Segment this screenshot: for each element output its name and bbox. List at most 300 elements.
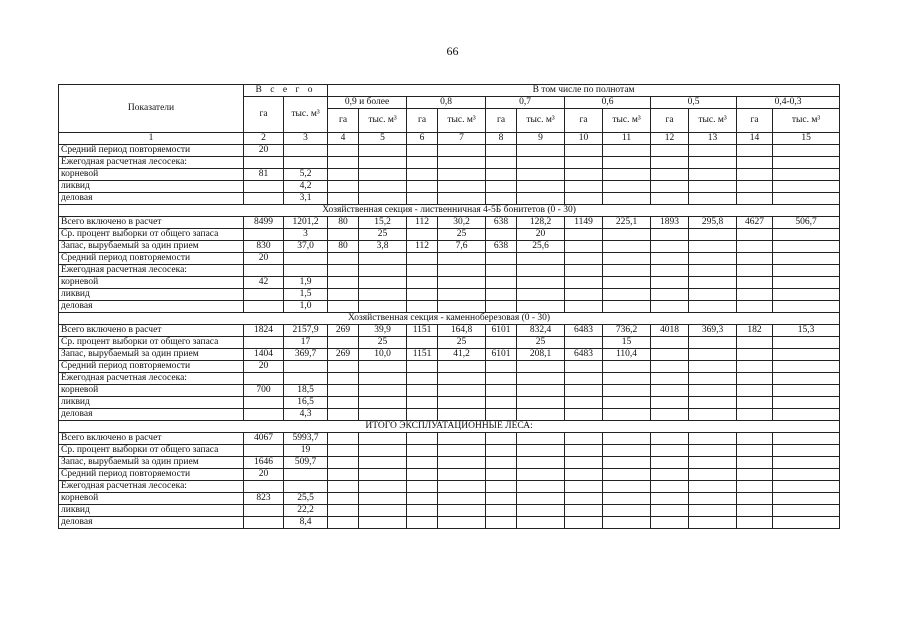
table-cell	[438, 505, 486, 517]
table-cell	[486, 157, 517, 169]
table-cell: 15	[603, 337, 651, 349]
table-cell	[651, 265, 689, 277]
table-cell	[407, 253, 438, 265]
table-cell	[603, 361, 651, 373]
table-row	[59, 277, 840, 289]
column-index: 7	[438, 133, 486, 145]
table-cell	[407, 169, 438, 181]
table-cell	[651, 517, 689, 529]
table-cell	[438, 373, 486, 385]
table-cell	[689, 361, 737, 373]
table-cell	[407, 457, 438, 469]
table-cell	[328, 145, 359, 157]
table-cell	[407, 469, 438, 481]
table-row	[59, 481, 840, 493]
table-cell	[603, 505, 651, 517]
table-cell	[359, 181, 407, 193]
table-cell	[517, 181, 565, 193]
table-cell	[737, 145, 773, 157]
table-row	[59, 289, 840, 301]
table-row	[59, 517, 840, 529]
table-cell: 15,3	[773, 325, 840, 337]
table-cell	[359, 445, 407, 457]
table-cell	[359, 145, 407, 157]
table-cell	[517, 385, 565, 397]
table-row	[59, 181, 840, 193]
ha-subheader: га	[328, 109, 359, 133]
table-cell: 1201,2	[284, 217, 328, 229]
table-cell	[328, 469, 359, 481]
table-cell	[773, 517, 840, 529]
section-title: Хозяйственная секция - лиственничная 4-5Б бонитетов (0 - 30)	[59, 205, 840, 217]
table-cell	[737, 433, 773, 445]
table-cell	[773, 301, 840, 313]
table-cell	[438, 457, 486, 469]
table-cell	[284, 481, 328, 493]
table-cell	[328, 301, 359, 313]
row-label: корневой	[59, 169, 244, 181]
row-label: Запас, вырубаемый за один прием	[59, 349, 244, 361]
table-cell	[244, 289, 284, 301]
table-cell	[603, 397, 651, 409]
column-index: 9	[517, 133, 565, 145]
table-cell	[517, 409, 565, 421]
table-cell: 208,1	[517, 349, 565, 361]
table-cell	[486, 517, 517, 529]
row-label: Всего включено в расчет	[59, 325, 244, 337]
table-cell	[689, 505, 737, 517]
table-cell	[689, 289, 737, 301]
table-cell	[651, 145, 689, 157]
table-cell	[651, 361, 689, 373]
table-cell	[328, 493, 359, 505]
table-cell	[603, 169, 651, 181]
table-cell	[651, 241, 689, 253]
table-cell	[359, 385, 407, 397]
table-cell	[565, 265, 603, 277]
table-cell	[486, 385, 517, 397]
table-cell	[407, 433, 438, 445]
table-cell	[244, 193, 284, 205]
table-cell	[603, 277, 651, 289]
table-cell: 4,2	[284, 181, 328, 193]
table-cell	[689, 481, 737, 493]
table-cell	[328, 229, 359, 241]
table-cell	[486, 361, 517, 373]
table-cell	[284, 157, 328, 169]
table-cell	[359, 361, 407, 373]
row-label: Всего включено в расчет	[59, 433, 244, 445]
table-cell	[773, 361, 840, 373]
table-cell: 4067	[244, 433, 284, 445]
table-cell	[359, 517, 407, 529]
table-cell	[407, 505, 438, 517]
table-cell	[737, 409, 773, 421]
table-cell	[603, 517, 651, 529]
table-cell	[773, 457, 840, 469]
table-cell	[328, 409, 359, 421]
table-cell: 42	[244, 277, 284, 289]
table-cell	[565, 169, 603, 181]
table-cell	[689, 145, 737, 157]
table-cell: 3,8	[359, 241, 407, 253]
table-cell	[737, 337, 773, 349]
table-cell	[359, 289, 407, 301]
table-cell: 128,2	[517, 217, 565, 229]
table-cell	[517, 517, 565, 529]
table-cell	[438, 445, 486, 457]
table-cell	[737, 181, 773, 193]
table-cell	[328, 193, 359, 205]
table-cell	[651, 181, 689, 193]
table-cell	[565, 469, 603, 481]
table-cell	[603, 301, 651, 313]
section-title: ИТОГО ЭКСПЛУАТАЦИОННЫЕ ЛЕСА:	[59, 421, 840, 433]
table-cell: 22,2	[284, 505, 328, 517]
table-cell: 112	[407, 217, 438, 229]
row-label: Ср. процент выборки от общего запаса	[59, 337, 244, 349]
table-cell	[407, 481, 438, 493]
column-index: 5	[359, 133, 407, 145]
table-cell	[773, 265, 840, 277]
table-cell	[407, 361, 438, 373]
table-cell	[407, 277, 438, 289]
table-cell: 1824	[244, 325, 284, 337]
table-cell	[737, 397, 773, 409]
table-cell	[359, 253, 407, 265]
table-cell	[651, 409, 689, 421]
column-index: 14	[737, 133, 773, 145]
table-cell	[737, 241, 773, 253]
table-cell: 20	[244, 469, 284, 481]
table-cell	[565, 193, 603, 205]
total-volume-header: тыс. м³	[284, 97, 328, 133]
table-cell	[438, 265, 486, 277]
table-cell	[284, 253, 328, 265]
table-cell: 30,2	[438, 217, 486, 229]
table-cell	[359, 169, 407, 181]
table-cell	[603, 157, 651, 169]
table-cell	[486, 493, 517, 505]
table-cell	[737, 301, 773, 313]
table-cell	[773, 337, 840, 349]
column-index-row	[59, 133, 840, 145]
table-cell	[328, 373, 359, 385]
table-cell	[737, 169, 773, 181]
section-title: Хозяйственная секция - каменноберезовая (0 - 30)	[59, 313, 840, 325]
table-row	[59, 169, 840, 181]
table-cell	[651, 433, 689, 445]
table-cell	[517, 193, 565, 205]
table-cell	[328, 517, 359, 529]
table-cell	[517, 433, 565, 445]
table-cell	[689, 409, 737, 421]
row-label: Средний период повторяемости	[59, 469, 244, 481]
table-cell	[407, 145, 438, 157]
table-cell	[689, 517, 737, 529]
table-cell	[651, 373, 689, 385]
table-row	[59, 373, 840, 385]
table-cell: 41,2	[438, 349, 486, 361]
table-cell: 25	[438, 229, 486, 241]
table-cell	[565, 241, 603, 253]
table-cell	[328, 505, 359, 517]
table-cell	[565, 505, 603, 517]
table-cell	[244, 157, 284, 169]
table-cell	[328, 433, 359, 445]
column-index: 13	[689, 133, 737, 145]
table-cell	[486, 301, 517, 313]
row-label: Средний период повторяемости	[59, 361, 244, 373]
table-cell: 110,4	[603, 349, 651, 361]
table-row	[59, 325, 840, 337]
column-index: 4	[328, 133, 359, 145]
table-cell	[486, 481, 517, 493]
table-cell	[438, 397, 486, 409]
table-cell	[486, 181, 517, 193]
table-row	[59, 349, 840, 361]
row-label: Всего включено в расчет	[59, 217, 244, 229]
table-cell	[651, 337, 689, 349]
table-cell	[689, 229, 737, 241]
total-ha-header: га	[244, 97, 284, 133]
table-cell	[773, 289, 840, 301]
table-cell	[517, 397, 565, 409]
table-cell	[517, 289, 565, 301]
table-cell	[438, 433, 486, 445]
table-cell	[603, 265, 651, 277]
row-label: деловая	[59, 193, 244, 205]
table-cell	[773, 241, 840, 253]
table-cell	[407, 385, 438, 397]
table-cell	[244, 397, 284, 409]
row-label: Ежегодная расчетная лесосека:	[59, 157, 244, 169]
table-cell	[737, 505, 773, 517]
table-cell	[689, 349, 737, 361]
table-row	[59, 493, 840, 505]
table-cell	[438, 493, 486, 505]
row-label: корневой	[59, 493, 244, 505]
table-cell	[565, 433, 603, 445]
table-cell: 112	[407, 241, 438, 253]
table-cell	[773, 373, 840, 385]
table-cell	[603, 445, 651, 457]
row-label: Ср. процент выборки от общего запаса	[59, 445, 244, 457]
table-cell	[565, 337, 603, 349]
table-row	[59, 409, 840, 421]
table-cell	[565, 301, 603, 313]
table-cell: 3	[284, 229, 328, 241]
row-label: деловая	[59, 409, 244, 421]
table-cell	[773, 193, 840, 205]
table-cell	[486, 373, 517, 385]
table-cell	[651, 169, 689, 181]
table-cell	[737, 361, 773, 373]
table-cell	[773, 469, 840, 481]
table-cell	[486, 337, 517, 349]
table-cell	[486, 505, 517, 517]
table-cell	[651, 469, 689, 481]
table-cell	[565, 493, 603, 505]
table-cell: 25	[438, 337, 486, 349]
table-cell: 3,1	[284, 193, 328, 205]
table-cell: 269	[328, 325, 359, 337]
row-label: корневой	[59, 277, 244, 289]
table-cell	[651, 229, 689, 241]
table-row	[59, 433, 840, 445]
table-cell	[438, 169, 486, 181]
column-index: 2	[244, 133, 284, 145]
table-cell	[565, 229, 603, 241]
ha-subheader: га	[565, 109, 603, 133]
table-cell	[773, 481, 840, 493]
table-cell	[407, 409, 438, 421]
table-cell	[565, 409, 603, 421]
table-cell: 4627	[737, 217, 773, 229]
table-cell	[328, 277, 359, 289]
table-cell	[603, 457, 651, 469]
volume-subheader: тыс. м³	[517, 109, 565, 133]
table-cell	[517, 277, 565, 289]
table-cell	[689, 373, 737, 385]
table-cell	[773, 505, 840, 517]
table-cell	[328, 361, 359, 373]
column-index: 15	[773, 133, 840, 145]
column-index: 11	[603, 133, 651, 145]
table-cell	[359, 157, 407, 169]
table-cell	[689, 277, 737, 289]
table-cell	[773, 145, 840, 157]
table-cell	[486, 289, 517, 301]
table-cell	[407, 337, 438, 349]
table-cell: 6101	[486, 349, 517, 361]
table-cell	[244, 481, 284, 493]
table-cell	[359, 505, 407, 517]
table-cell	[244, 229, 284, 241]
table-row	[59, 301, 840, 313]
table-cell	[284, 265, 328, 277]
table-cell: 25	[517, 337, 565, 349]
table-cell	[689, 193, 737, 205]
table-cell	[486, 397, 517, 409]
table-cell	[773, 349, 840, 361]
table-cell	[565, 361, 603, 373]
row-label: деловая	[59, 301, 244, 313]
table-cell	[737, 157, 773, 169]
table-cell: 25	[359, 337, 407, 349]
table-cell: 15,2	[359, 217, 407, 229]
table-cell: 225,1	[603, 217, 651, 229]
table-cell	[359, 469, 407, 481]
table-cell	[651, 457, 689, 469]
table-cell	[773, 445, 840, 457]
table-cell	[244, 409, 284, 421]
table-cell	[438, 289, 486, 301]
table-cell	[359, 409, 407, 421]
table-row	[59, 397, 840, 409]
table-cell: 20	[517, 229, 565, 241]
table-cell	[603, 193, 651, 205]
ha-subheader: га	[737, 109, 773, 133]
table-cell	[565, 181, 603, 193]
table-cell	[328, 265, 359, 277]
table-cell	[328, 253, 359, 265]
table-cell: 19	[284, 445, 328, 457]
table-cell	[517, 481, 565, 493]
table-cell	[438, 157, 486, 169]
row-label: Запас, вырубаемый за один прием	[59, 457, 244, 469]
row-label: Ежегодная расчетная лесосека:	[59, 265, 244, 277]
table-cell: 506,7	[773, 217, 840, 229]
volume-subheader: тыс. м³	[359, 109, 407, 133]
row-label: ликвид	[59, 397, 244, 409]
table-cell	[773, 277, 840, 289]
row-label: Средний период повторяемости	[59, 253, 244, 265]
table-cell	[773, 229, 840, 241]
table-cell: 8499	[244, 217, 284, 229]
table-row	[59, 445, 840, 457]
table-cell	[328, 445, 359, 457]
table-cell	[689, 265, 737, 277]
table-cell: 1404	[244, 349, 284, 361]
row-label: Ср. процент выборки от общего запаса	[59, 229, 244, 241]
table-cell	[407, 181, 438, 193]
table-cell: 81	[244, 169, 284, 181]
row-label: корневой	[59, 385, 244, 397]
table-cell	[517, 445, 565, 457]
table-cell	[689, 433, 737, 445]
volume-subheader: тыс. м³	[689, 109, 737, 133]
density-header: 0,9 и более	[328, 97, 407, 109]
table-cell	[773, 409, 840, 421]
table-cell	[689, 181, 737, 193]
table-cell	[517, 253, 565, 265]
table-cell	[244, 181, 284, 193]
table-cell: 6483	[565, 325, 603, 337]
table-cell	[565, 373, 603, 385]
column-index: 8	[486, 133, 517, 145]
table-cell	[486, 409, 517, 421]
table-cell	[689, 337, 737, 349]
table-cell	[737, 253, 773, 265]
table-cell	[359, 481, 407, 493]
table-row	[59, 157, 840, 169]
table-cell	[773, 181, 840, 193]
table-cell	[438, 193, 486, 205]
table-cell: 369,3	[689, 325, 737, 337]
ha-subheader: га	[651, 109, 689, 133]
table-cell: 5993,7	[284, 433, 328, 445]
table-cell	[486, 265, 517, 277]
table-cell	[284, 145, 328, 157]
table-cell	[603, 181, 651, 193]
column-index: 3	[284, 133, 328, 145]
table-row	[59, 145, 840, 157]
table-cell	[244, 373, 284, 385]
table-cell	[651, 445, 689, 457]
table-cell	[407, 289, 438, 301]
table-cell	[603, 409, 651, 421]
table-cell	[438, 409, 486, 421]
table-cell: 16,5	[284, 397, 328, 409]
table-cell	[244, 505, 284, 517]
table-cell	[565, 385, 603, 397]
table-cell	[651, 253, 689, 265]
table-cell	[737, 373, 773, 385]
page-number: 66	[446, 44, 459, 58]
table-cell	[486, 169, 517, 181]
table-row	[59, 505, 840, 517]
